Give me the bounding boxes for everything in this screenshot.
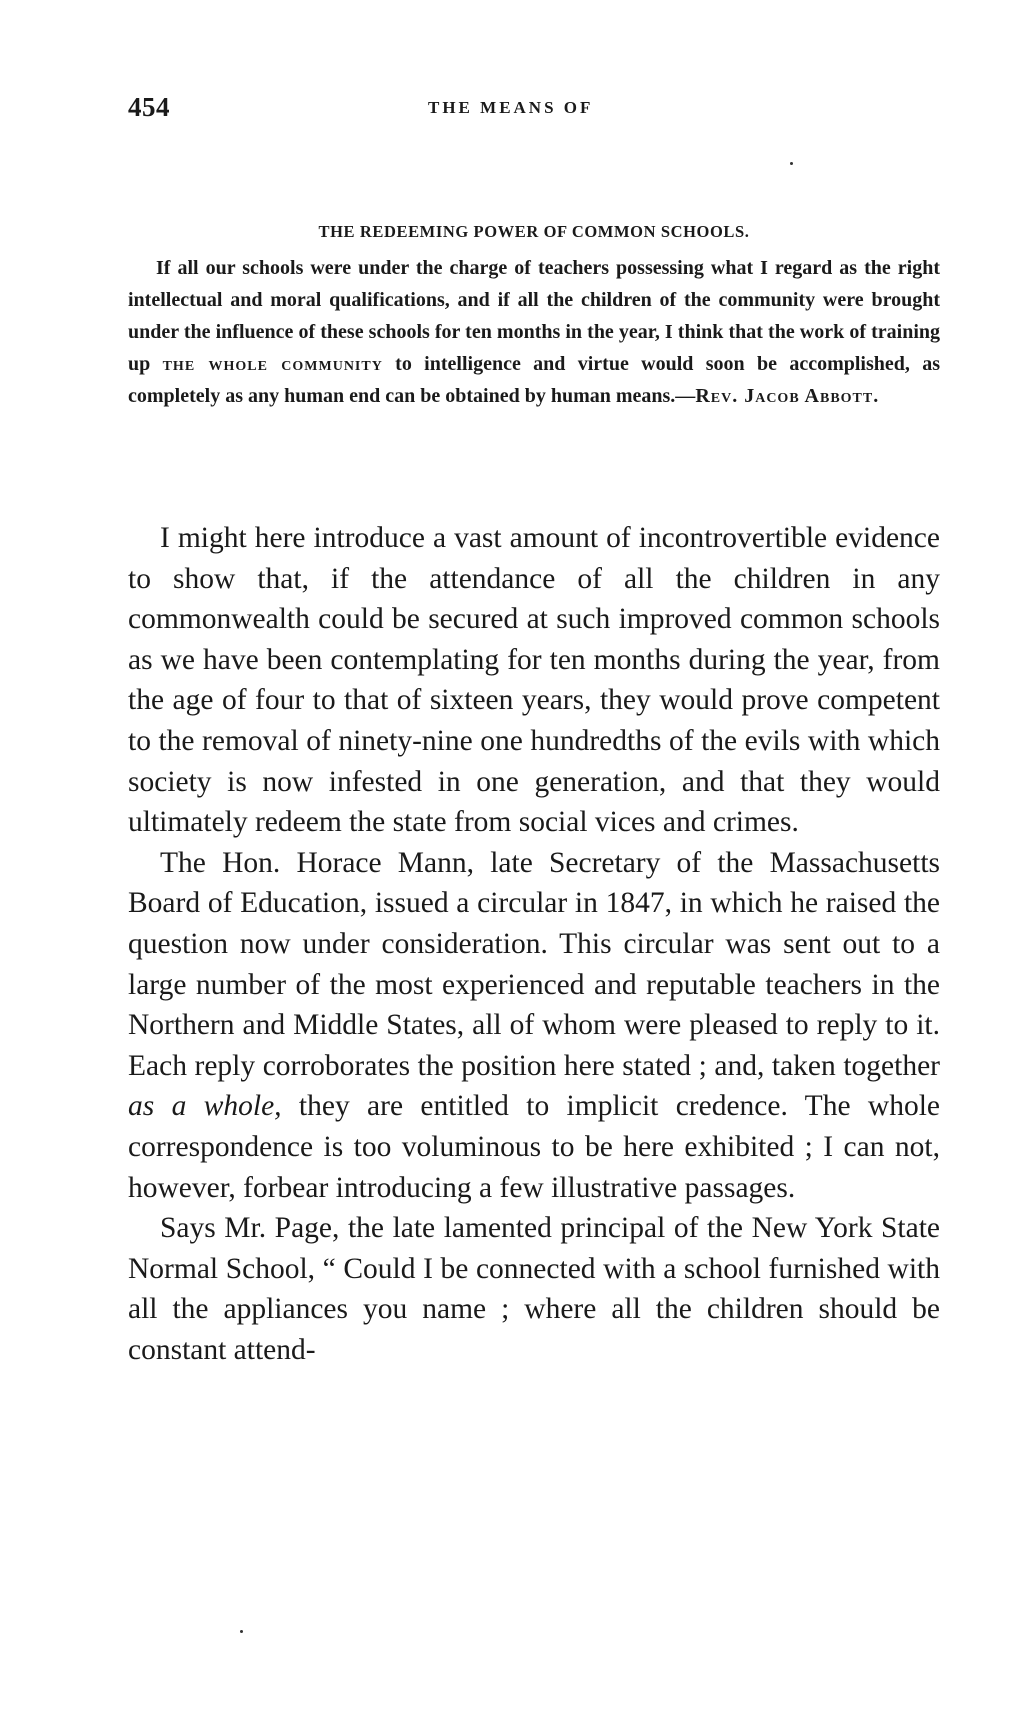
quote-attribution: Rev. Jacob Abbott. <box>695 385 880 407</box>
print-speck <box>240 1630 243 1633</box>
paragraph-2-after: they are entitled to implicit credence. The whole correspondence is too voluminous to be here exhibited ; I can not, however, forbear introducing a few illustrative passages. <box>128 1090 940 1204</box>
paragraph-3: Says Mr. Page, the late lamented principal of the New York State Normal School, “ Could I be connected with a school furnished with all the appliances you name ; where all the children should be constant attend- <box>128 1212 940 1366</box>
body-text <box>128 518 940 1370</box>
paragraph-2 <box>128 843 940 1208</box>
quote-text-middle: to intelligence and virtue would soon be accomplished, as completely as any human end can be obtained by human means.— <box>128 353 940 407</box>
page-number: 454 <box>128 92 170 122</box>
running-title: THE MEANS OF <box>428 98 594 117</box>
quote-emphasis: the whole community <box>162 353 383 375</box>
epigraph-quote <box>128 222 940 412</box>
paragraph-1: I might here introduce a vast amount of incontrovertible evidence to show that, if the attendance of all the children in any commonwealth could be secured at such improved common schools as we have been contemplating for ten months during the year, from the age of four to that of sixteen years, they would prove competent to the removal of ninety-nine one hundredths of the evils with which society is now infested in one generation, and that they would ultimately redeem the state from social vices and crimes. <box>128 522 940 839</box>
paragraph-2-italic: as a whole, <box>128 1090 282 1123</box>
paragraph-2-before: The Hon. Horace Mann, late Secretary of the Massachusetts Board of Education, issued a circular in 1847, in which he raised the question now under consideration. This circular was sent out to a large number of the most experienced and reputable teachers in the Northern and Middle States, all of whom were pleased to reply to it. Each reply corroborates the position here stated ; and, taken together <box>128 846 940 1082</box>
print-speck <box>790 162 793 165</box>
quote-text <box>128 252 940 412</box>
quote-title: THE REDEEMING POWER OF COMMON SCHOOLS. <box>318 222 750 241</box>
running-head <box>128 92 940 132</box>
quote-text-before: If all our schools were under the charge of teachers possessing what I regard as the right intellectual and moral qualifications, and if all the children of the community were brought under the influence of these schools for ten months in the year, I think that the work of training up <box>128 257 940 375</box>
